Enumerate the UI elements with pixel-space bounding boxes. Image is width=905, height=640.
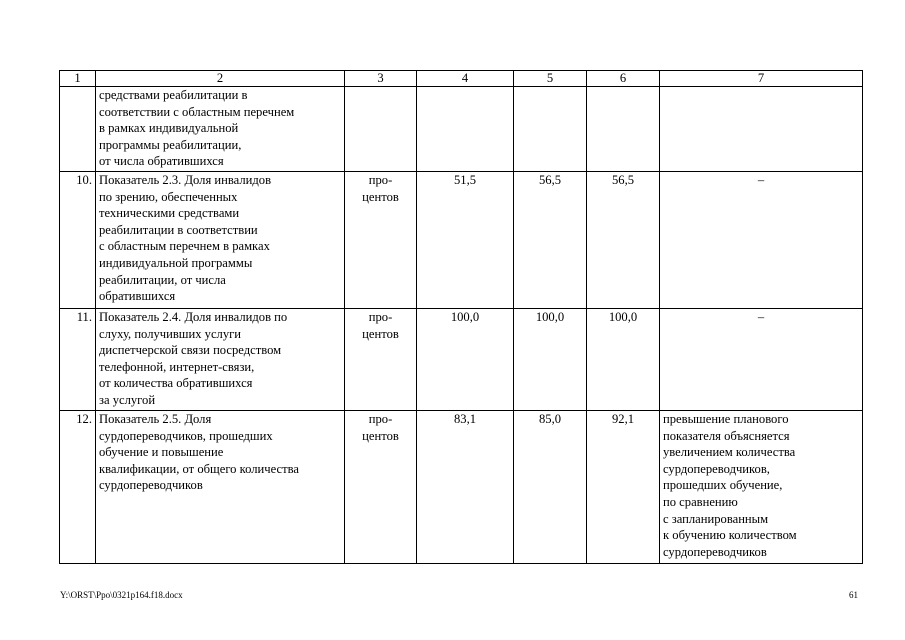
indicator-text: средствами реабилитации в соответствии с областным перечнем в рамках индивидуальной программы реабилитации, от числа обратившихся [96, 87, 345, 172]
value-col6 [587, 87, 660, 172]
row-number: 12. [60, 411, 96, 564]
value-col4: 83,1 [417, 411, 514, 564]
table-row [60, 309, 863, 411]
table-header-row [60, 71, 863, 87]
value-col6: 56,5 [587, 172, 660, 309]
column-header: 4 [417, 71, 514, 87]
value-col4 [417, 87, 514, 172]
table-row [60, 172, 863, 309]
column-header: 6 [587, 71, 660, 87]
value-col4: 51,5 [417, 172, 514, 309]
row-number: 11. [60, 309, 96, 411]
indicators-table [59, 70, 863, 564]
column-header: 5 [514, 71, 587, 87]
note-cell: превышение планового показателя объясняется увеличением количества сурдопереводчиков, прошедших обучение, по сравнению с запланированным к обучению количеством сурдопереводчиков [660, 411, 863, 564]
column-header: 3 [345, 71, 417, 87]
indicator-text: Показатель 2.4. Доля инвалидов по слуху, получивших услуги диспетчерской связи посредством телефонной, интернет-связи, от количества обратившихся за услугой [96, 309, 345, 411]
footer-file-path: Y:\ORST\Ppo\0321p164.f18.docx [60, 590, 183, 600]
column-header: 2 [96, 71, 345, 87]
indicator-text: Показатель 2.3. Доля инвалидов по зрению, обеспеченных техническими средствами реабилитации в соответствии с областным перечнем в рамках индивидуальной программы реабилитации, от числа обратившихся [96, 172, 345, 309]
unit-cell: про- центов [345, 172, 417, 309]
note-cell: – [660, 172, 863, 309]
unit-cell [345, 87, 417, 172]
value-col5: 56,5 [514, 172, 587, 309]
table-row [60, 87, 863, 172]
value-col4: 100,0 [417, 309, 514, 411]
value-col5: 100,0 [514, 309, 587, 411]
unit-cell: про- центов [345, 411, 417, 564]
value-col5 [514, 87, 587, 172]
value-col5: 85,0 [514, 411, 587, 564]
indicator-text: Показатель 2.5. Доля сурдопереводчиков, прошедших обучение и повышение квалификации, от общего количества сурдопереводчиков [96, 411, 345, 564]
row-number: 10. [60, 172, 96, 309]
footer-page-number: 61 [849, 590, 858, 600]
value-col6: 100,0 [587, 309, 660, 411]
value-col6: 92,1 [587, 411, 660, 564]
note-cell: – [660, 309, 863, 411]
note-cell [660, 87, 863, 172]
unit-cell: про- центов [345, 309, 417, 411]
column-header: 7 [660, 71, 863, 87]
table-row [60, 411, 863, 564]
column-header: 1 [60, 71, 96, 87]
row-number [60, 87, 96, 172]
